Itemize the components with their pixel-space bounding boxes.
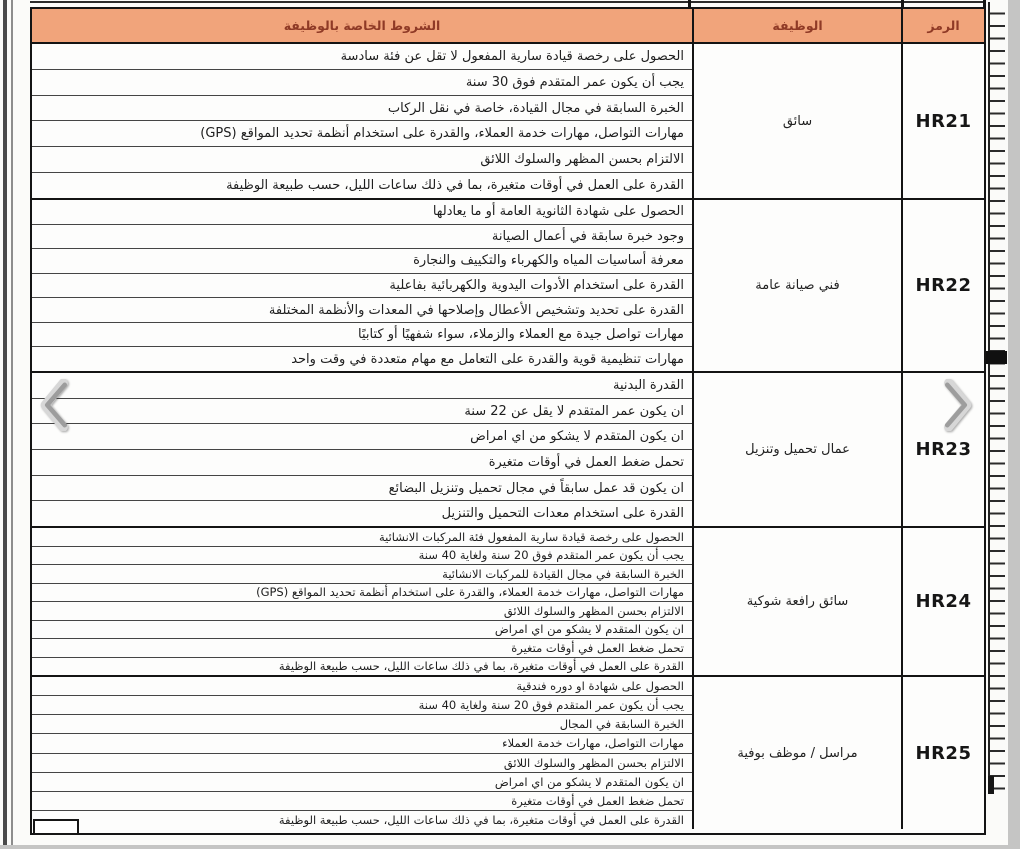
conditions-cell <box>32 200 692 371</box>
condition-row: يجب أن يكون عمر المتقدم فوق 20 سنة ولغاية 40 سنة <box>32 547 692 566</box>
conditions-cell <box>32 528 692 675</box>
conditions-cell <box>32 373 692 526</box>
condition-row: ان يكون عمر المتقدم لا يقل عن 22 سنة <box>32 399 692 425</box>
conditions-cell <box>32 44 692 198</box>
condition-row: وجود خبرة سابقة في أعمال الصيانة <box>32 225 692 250</box>
table-header-row <box>32 9 984 42</box>
condition-row: مهارات تواصل جيدة مع العملاء والزملاء، سواء شفهيًا أو كتابيًا <box>32 323 692 348</box>
job-code-cell: HR23 <box>915 439 972 460</box>
condition-row: القدرة على العمل في أوقات متغيرة، بما في ذلك ساعات الليل، حسب طبيعة الوظيفة <box>278 659 684 674</box>
condition-row: ان يكون المتقدم لا يشكو من اي امراض <box>32 621 692 640</box>
job-section-hr22 <box>32 198 984 371</box>
job-requirements-table <box>30 7 986 835</box>
condition-row: القدرة البدنية <box>32 373 692 399</box>
condition-row: ان يكون المتقدم لا يشكو من اي امراض <box>32 773 692 792</box>
condition-row: الخبرة السابقة في مجال القيادة، خاصة في نقل الركاب <box>32 96 692 122</box>
cropped-row-border <box>30 1 986 3</box>
header-code: الرمز <box>903 9 984 42</box>
condition-row: يجب أن يكون عمر المتقدم فوق 30 سنة <box>32 70 692 96</box>
condition-row: مهارات تنظيمية قوية والقدرة على التعامل مع مهام متعددة في وقت واحد <box>291 351 684 367</box>
job-title-cell: عمال تحميل وتنزيل <box>692 373 903 526</box>
condition-row: الحصول على رخصة قيادة سارية المفعول لا تقل عن فئة سادسة <box>32 44 692 70</box>
header-conditions: الشروط الخاصة بالوظيفة <box>32 9 692 42</box>
job-title-cell: سائق رافعة شوكية <box>692 528 903 675</box>
job-code-cell: HR22 <box>915 275 972 296</box>
condition-row: القدرة على العمل في أوقات متغيرة، بما في ذلك ساعات الليل، حسب طبيعة الوظيفة <box>226 178 684 194</box>
condition-row: الالتزام بحسن المظهر والسلوك اللائق <box>32 602 692 621</box>
job-code-cell: HR21 <box>915 110 972 132</box>
condition-row: القدرة على استخدام الأدوات اليدوية والكهربائية بفاعلية <box>32 274 692 299</box>
condition-row: الخبرة السابقة في مجال القيادة للمركبات الانشائية <box>32 565 692 584</box>
ruler-marker <box>986 351 1007 364</box>
header-job: الوظيفة <box>692 9 903 42</box>
right-ruler-strip <box>988 2 1005 793</box>
job-section-hr24 <box>32 526 984 675</box>
prev-page-button[interactable] <box>35 379 71 431</box>
condition-row: يجب أن يكون عمر المتقدم فوق 20 سنة ولغاية 40 سنة <box>32 696 692 715</box>
ruler-end-mark <box>988 776 994 794</box>
condition-row: مهارات التواصل، مهارات خدمة العملاء <box>32 734 692 753</box>
job-title-cell: مراسل / موظف بوفية <box>692 677 903 829</box>
page-left-edge-line-thin <box>11 0 13 845</box>
job-code-cell: HR24 <box>915 591 972 612</box>
condition-row: الحصول على رخصة قيادة سارية المفعول فئة المركبات الانشائية <box>32 528 692 547</box>
condition-row: الالتزام بحسن المظهر والسلوك اللائق <box>32 147 692 173</box>
condition-row: الخبرة السابقة في المجال <box>32 715 692 734</box>
condition-row: تحمل ضغط العمل في أوقات متغيرة <box>32 450 692 476</box>
condition-row: الحصول على شهادة الثانوية العامة أو ما يعادلها <box>32 200 692 225</box>
condition-row: الحصول على شهادة او دوره فندقية <box>32 677 692 696</box>
page-left-edge-line <box>3 0 7 845</box>
chevron-right-icon <box>941 419 977 434</box>
chevron-left-icon <box>35 419 71 434</box>
next-page-button[interactable] <box>941 379 977 431</box>
condition-row: ان يكون قد عمل سابقاً في مجال تحميل وتنزيل البضائع <box>32 476 692 502</box>
job-section-hr25 <box>32 675 984 829</box>
condition-row: تحمل ضغط العمل في أوقات متغيرة <box>32 639 692 658</box>
job-code-cell: HR25 <box>915 742 972 764</box>
condition-row: الالتزام بحسن المظهر والسلوك اللائق <box>32 754 692 773</box>
condition-row: تحمل ضغط العمل في أوقات متغيرة <box>32 792 692 811</box>
bottom-left-empty-cell <box>33 819 79 835</box>
condition-row: القدرة على استخدام معدات التحميل والتنزيل <box>441 506 684 522</box>
job-section-hr23 <box>32 371 984 526</box>
conditions-cell <box>32 677 692 829</box>
condition-row: مهارات التواصل، مهارات خدمة العملاء، والقدرة على استخدام أنظمة تحديد المواقع (GPS) <box>32 584 692 603</box>
condition-row: مهارات التواصل، مهارات خدمة العملاء، والقدرة على استخدام أنظمة تحديد المواقع (GPS) <box>32 121 692 147</box>
condition-row: معرفة أساسيات المياه والكهرباء والتكييف والنجارة <box>32 249 692 274</box>
condition-row: القدرة على العمل في أوقات متغيرة، بما في ذلك ساعات الليل، حسب طبيعة الوظيفة <box>278 812 684 827</box>
job-title-cell: سائق <box>692 44 903 198</box>
condition-row: ان يكون المتقدم لا يشكو من اي امراض <box>32 424 692 450</box>
job-title-cell: فني صيانة عامة <box>692 200 903 371</box>
condition-row: القدرة على تحديد وتشخيص الأعطال وإصلاحها في المعدات والأنظمة المختلفة <box>32 298 692 323</box>
job-section-hr21 <box>32 42 984 198</box>
